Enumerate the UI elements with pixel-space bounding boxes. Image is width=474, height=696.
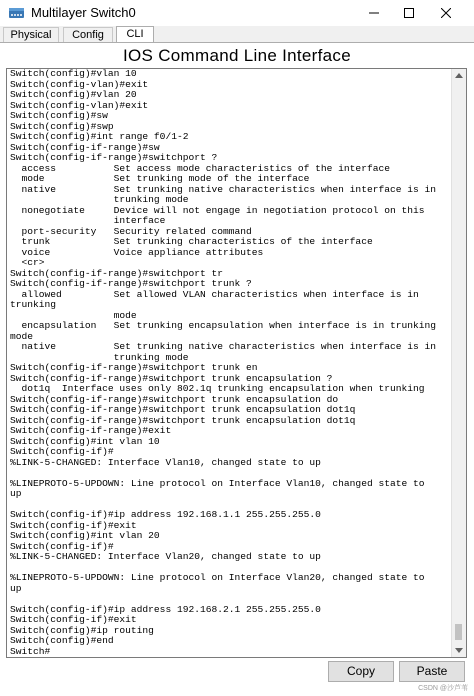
console-line: Switch(config-if-range)#switchport tr [10, 267, 224, 279]
console-line: Switch(config-if-range)#switchport trunk encapsulation dot1q [10, 414, 356, 426]
console-line: up [10, 488, 22, 499]
console-line: Switch(config-vlan)#exit [10, 99, 149, 111]
console-line: mode [10, 330, 34, 342]
console-line: native Set trunking native characteristics when interface is in [10, 183, 437, 195]
tab-physical[interactable]: Physical [3, 27, 59, 42]
console-line: voice Voice appliance attributes [10, 246, 264, 258]
console-line: Switch(config)#sw [10, 110, 108, 121]
title-bar [0, 0, 474, 26]
minimize-icon [369, 8, 379, 18]
console-line: Switch(config-if)# [10, 540, 114, 552]
console-line: Switch(config)#vlan 10 [10, 69, 137, 79]
console-line: trunk Set trunking characteristics of the interface [10, 236, 373, 247]
scroll-down-arrow-icon[interactable] [455, 648, 463, 653]
console-line: Switch(config-vlan)#exit [10, 78, 149, 90]
console-line: Switch(config-if)# [10, 446, 114, 457]
console-line: Switch(config-if-range)#switchport trunk ? [10, 278, 252, 289]
minimize-button[interactable] [354, 0, 394, 26]
console-line: Switch(config)#int vlan 20 [10, 530, 160, 541]
console-line: <cr> [10, 257, 45, 268]
console-line: native Set trunking native characteristics when interface is in [10, 341, 437, 352]
console-line: encapsulation Set trunking encapsulation when interface is in trunking [10, 320, 437, 331]
console-line: Switch(config)#int range f0/1-2 [10, 131, 189, 142]
cli-heading: IOS Command Line Interface [123, 46, 351, 65]
console-line: Switch(config-if-range)#switchport trunk encapsulation do [10, 393, 339, 405]
console-line: port-security Security related command [10, 225, 252, 237]
tab-bar [0, 26, 474, 43]
console-line: Switch(config-if)#exit [10, 519, 137, 531]
console-line: Switch(config)#end [10, 635, 114, 646]
scrollbar-thumb[interactable] [455, 624, 462, 640]
close-icon [441, 8, 451, 18]
console-line: %LINK-5-CHANGED: Interface Vlan20, changed state to up [10, 551, 321, 562]
console-line: mode Set trunking mode of the interface [10, 173, 310, 184]
tab-config[interactable]: Config [63, 27, 113, 42]
console-line: Switch(config-if-range)#exit [10, 425, 172, 436]
console-line: Switch(config-if-range)#switchport trunk en [10, 362, 258, 373]
console-output[interactable] [10, 69, 452, 658]
console-line: Switch(config-if)#exit [10, 614, 137, 625]
console-line: Switch# [10, 645, 51, 657]
window-title: Multilayer Switch0 [31, 5, 136, 20]
console-line: trunking mode [10, 194, 189, 205]
paste-button[interactable]: Paste [399, 661, 465, 682]
console-line: Switch(config)#ip routing [10, 624, 154, 636]
maximize-button[interactable] [389, 0, 429, 26]
scroll-up-arrow-icon[interactable] [455, 73, 463, 78]
console-line: trunking mode [10, 351, 189, 363]
maximize-icon [404, 8, 414, 18]
console-line: Switch(config-if)#ip address 192.168.2.1 255.255.255.0 [10, 603, 321, 615]
console-line: Switch(config)#int vlan 10 [10, 435, 160, 447]
packet-tracer-switch-icon [8, 5, 25, 20]
watermark: CSDN @沙芦苇 [418, 685, 468, 692]
console-line: %LINEPROTO-5-UPDOWN: Line protocol on Interface Vlan20, changed state to [10, 572, 425, 583]
console-line [10, 468, 452, 479]
console-line: Switch(config)#vlan 20 [10, 89, 137, 100]
console-line: Switch(config-if-range)#sw [10, 141, 160, 153]
console-line: trunking [10, 299, 57, 310]
console-line: interface [10, 215, 166, 226]
cli-console[interactable] [6, 68, 467, 658]
console-line: Switch(config-if-range)#switchport ? [10, 152, 218, 163]
console-line: up [10, 582, 22, 594]
close-button[interactable] [426, 0, 466, 26]
console-line: dot1q Interface uses only 802.1q trunking encapsulation when trunking [10, 383, 425, 394]
console-line: Switch(config-if)#ip address 192.168.1.1 255.255.255.0 [10, 509, 321, 520]
console-line [10, 594, 452, 605]
copy-button[interactable]: Copy [328, 661, 394, 682]
console-line: nonegotiate Device will not engage in negotiation protocol on this [10, 204, 425, 216]
console-line: mode [10, 309, 137, 321]
console-line: allowed Set allowed VLAN characteristics when interface is in [10, 288, 419, 300]
console-line: Switch(config)#swp [10, 120, 114, 132]
console-line: Switch(config-if-range)#switchport trunk encapsulation dot1q [10, 404, 356, 415]
console-line: Switch(config-if-range)#switchport trunk encapsulation ? [10, 372, 333, 384]
console-line: %LINK-5-CHANGED: Interface Vlan10, changed state to up [10, 456, 321, 468]
console-line: access Set access mode characteristics of the interface [10, 162, 390, 174]
tab-cli[interactable]: CLI [116, 26, 154, 42]
vertical-scrollbar[interactable] [451, 69, 466, 657]
console-line: %LINEPROTO-5-UPDOWN: Line protocol on Interface Vlan10, changed state to [10, 477, 425, 489]
